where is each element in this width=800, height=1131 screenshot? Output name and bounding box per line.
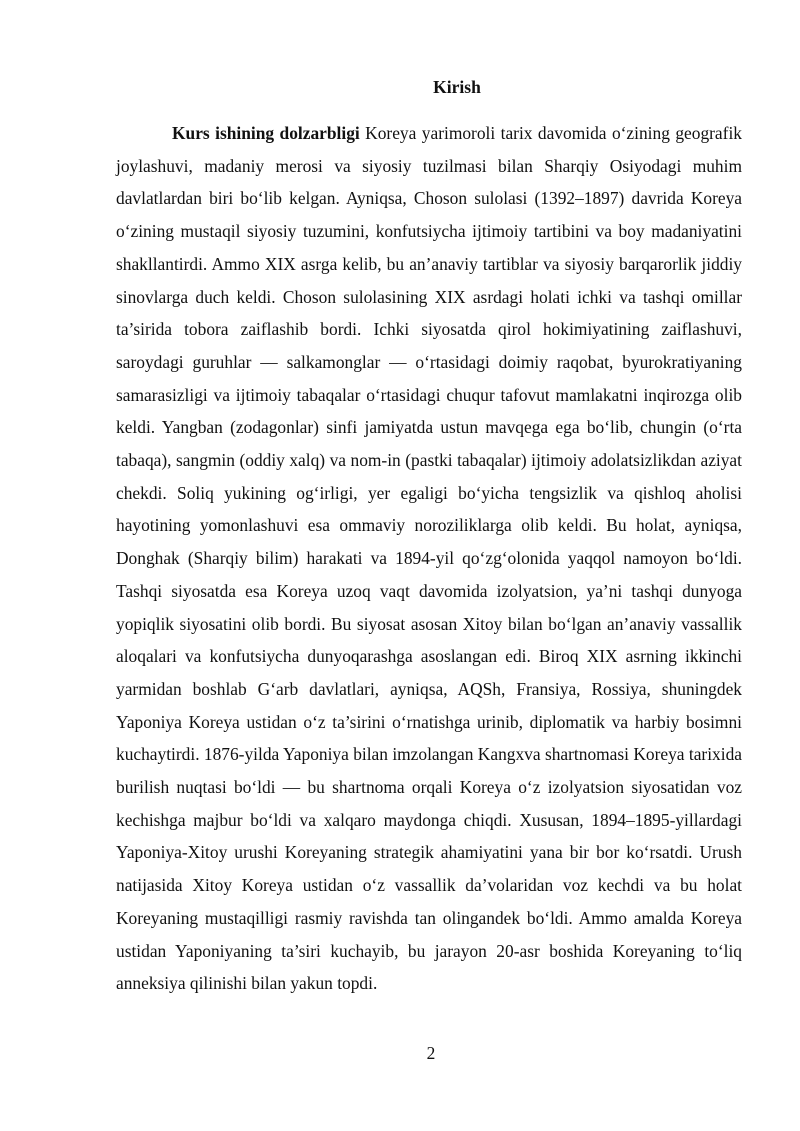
body-paragraph <box>116 117 742 1000</box>
paragraph-text: Koreya yarimoroli tarix davomida o‘zining geografik joylashuvi, madaniy merosi va siyosiy tuzilmasi bilan Sharqiy Osiyodagi muhim davlatlardan biri bo‘lib kelgan. Ayniqsa, Choson sulolasi (1392–1897) davrida Koreya o‘zining mustaqil siyosiy tuzumini, konfutsiycha ijtimoiy tartibini va boy madaniyatini shakllantirdi. Ammo XIX asrga kelib, bu an’anaviy tartiblar va siyosiy barqarorlik jiddiy sinovlarga duch keldi. Choson sulolasining XIX asrdagi holati ichki va tashqi omillar ta’sirida tobora zaiflashib bordi. Ichki siyosatda qirol hokimiyatining zaiflashuvi, saroydagi guruhlar — salkamonglar — o‘rtasidagi doimiy raqobat, byurokratiyaning samarasizligi va ijtimoiy tabaqalar o‘rtasidagi chuqur tafovut mamlakatni inqirozga olib keldi. Yangban (zodagonlar) sinfi jamiyatda ustun mavqega ega bo‘lib, chungin (o‘rta tabaqa), sangmin (oddiy xalq) va nom-in (pastki tabaqalar) ijtimoiy adolatsizlikdan aziyat chekdi. Soliq yukining og‘irligi, yer egaligi bo‘yicha tengsizlik va qishloq aholisi hayotining yomonlashuvi esa ommaviy noroziliklarga olib keldi. Bu holat, ayniqsa, Donghak (Sharqiy bilim) harakati va 1894-yil qo‘zg‘olonida yaqqol namoyon bo‘ldi. Tashqi siyosatda esa Koreya uzoq vaqt davomida izolyatsion, ya’ni tashqi dunyoga yopiqlik siyosatini olib bordi. Bu siyosat asosan Xitoy bilan bo‘lgan an’anaviy vassallik aloqalari va konfutsiycha dunyoqarashga asoslangan edi. Biroq XIX asrning ikkinchi yarmidan boshlab G‘arb davlatlari, ayniqsa, AQSh, Fransiya, Rossiya, shuningdek Yaponiya Koreya ustidan o‘z ta’sirini o‘rnatishga urinib, diplomatik va harbiy bosimni kuchaytirdi. 1876-yilda Yaponiya bilan imzolangan Kangxva shartnomasi Koreya tarixida burilish nuqtasi bo‘ldi — bu shartnoma orqali Koreya o‘z izolyatsion siyosatidan voz kechishga majbur bo‘ldi va xalqaro maydonga chiqdi. Xususan, 1894–1895-yillardagi Yaponiya-Xitoy urushi Koreyaning strategik ahamiyatini yana bir bor ko‘rsatdi. Urush natijasida Xitoy Koreya ustidan o‘z vassallik da’volaridan voz kechdi va bu holat Koreyaning mustaqilligi rasmiy ravishda tan olingandek bo‘ldi. Ammo amalda Koreya ustidan Yaponiyaning ta’siri kuchayib, bu jarayon 20-asr boshida Koreyaning to‘liq anneksiya qilinishi bilan yakun topdi. <box>116 123 742 994</box>
section-heading: Kirish <box>433 77 481 97</box>
lead-in-bold-text: Kurs ishining dolzarbligi <box>172 123 360 143</box>
page-number: 2 <box>426 1043 436 1063</box>
